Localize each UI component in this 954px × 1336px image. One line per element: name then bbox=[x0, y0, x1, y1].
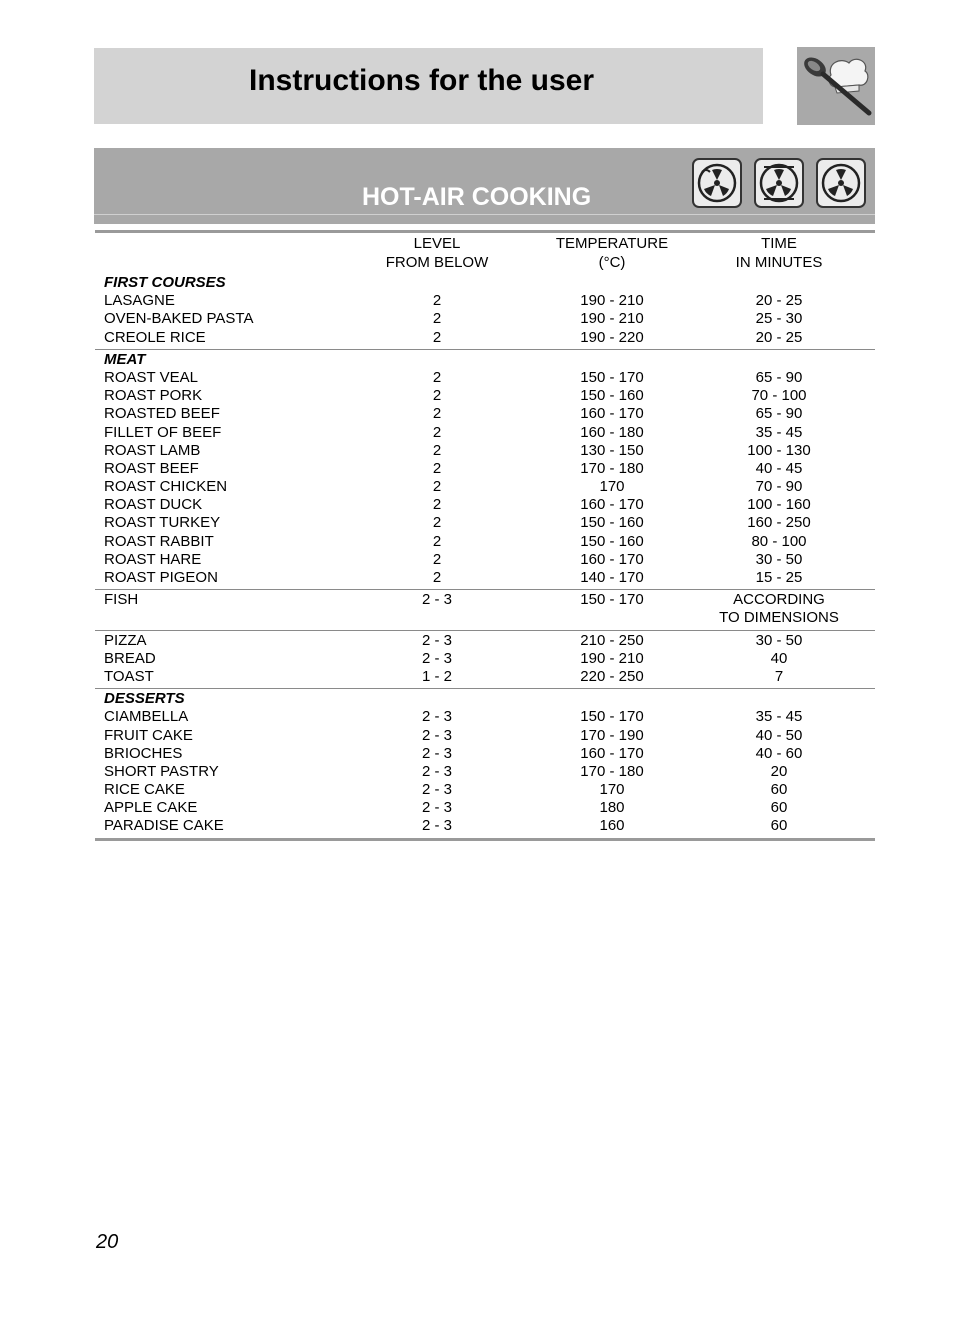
temperature: 150 - 170 bbox=[580, 591, 644, 609]
table-row bbox=[95, 799, 875, 817]
temperature: 220 - 250 bbox=[580, 667, 644, 685]
dish-name: ROASTED BEEF bbox=[104, 405, 220, 423]
shelf-level: 2 - 3 bbox=[421, 708, 452, 726]
table-row bbox=[95, 387, 875, 405]
table-body bbox=[95, 274, 875, 838]
table-row bbox=[95, 460, 875, 478]
shelf-level: 2 - 3 bbox=[421, 762, 452, 780]
temperature: 170 - 180 bbox=[580, 459, 644, 477]
temperature: 190 - 210 bbox=[580, 310, 644, 328]
category-row bbox=[95, 274, 875, 292]
table-row bbox=[95, 329, 875, 347]
cooking-time: 30 - 50 bbox=[755, 631, 803, 649]
section-band bbox=[94, 148, 875, 224]
dish-name: ROAST VEAL bbox=[104, 368, 198, 386]
dish-name: ROAST DUCK bbox=[104, 496, 203, 514]
header-temperature: TEMPERATURE bbox=[555, 235, 669, 252]
category-label: DESSERTS bbox=[104, 690, 185, 708]
shelf-level: 2 - 3 bbox=[421, 591, 452, 609]
shelf-level: 2 bbox=[432, 550, 442, 568]
cooking-time: 25 - 30 bbox=[755, 310, 803, 328]
shelf-level: 2 bbox=[432, 387, 442, 405]
cooking-time: 80 - 100 bbox=[751, 532, 807, 550]
table-row bbox=[95, 533, 875, 551]
shelf-level: 2 bbox=[432, 532, 442, 550]
shelf-level: 2 - 3 bbox=[421, 726, 452, 744]
header-time: TIME bbox=[761, 235, 797, 252]
table-row bbox=[95, 292, 875, 310]
temperature: 190 - 210 bbox=[580, 292, 644, 310]
shelf-level: 2 bbox=[432, 441, 442, 459]
dish-name: SHORT PASTRY bbox=[104, 762, 219, 780]
cooking-time: 40 - 60 bbox=[755, 744, 803, 762]
category-row bbox=[95, 351, 875, 369]
cooking-time: 20 - 25 bbox=[755, 292, 803, 310]
table-row bbox=[95, 310, 875, 328]
cooking-time: 40 - 45 bbox=[755, 459, 803, 477]
cooking-time: 35 - 45 bbox=[755, 708, 803, 726]
cooking-time: 7 bbox=[774, 667, 784, 685]
table-row bbox=[95, 708, 875, 726]
category-row bbox=[95, 690, 875, 708]
category-label: MEAT bbox=[104, 350, 146, 368]
temperature: 210 - 250 bbox=[580, 631, 644, 649]
dish-name: LASAGNE bbox=[104, 292, 175, 310]
table-row bbox=[95, 817, 875, 835]
table-row bbox=[95, 369, 875, 387]
fan-oven-mode-2-icon bbox=[754, 158, 804, 208]
table-row bbox=[95, 514, 875, 532]
fan-oven-mode-1-icon bbox=[692, 158, 742, 208]
table-row bbox=[95, 763, 875, 781]
table-row bbox=[95, 478, 875, 496]
temperature: 150 - 170 bbox=[580, 368, 644, 386]
cooking-time: 65 - 90 bbox=[755, 405, 803, 423]
cooking-time: 100 - 160 bbox=[747, 496, 811, 514]
temperature: 160 - 170 bbox=[580, 550, 644, 568]
temperature: 160 - 180 bbox=[580, 423, 644, 441]
spoon-chef-hat-icon bbox=[797, 47, 875, 125]
cooking-time: 60 bbox=[770, 781, 788, 799]
cooking-time: 70 - 100 bbox=[751, 387, 807, 405]
temperature: 160 - 170 bbox=[580, 496, 644, 514]
cooking-time: 160 - 250 bbox=[747, 514, 811, 532]
cooking-time: 20 bbox=[770, 762, 788, 780]
shelf-level: 2 bbox=[432, 478, 442, 496]
header-level-sub: FROM BELOW bbox=[385, 253, 489, 271]
cooking-time: 60 bbox=[770, 817, 788, 835]
dish-name: PIZZA bbox=[104, 631, 147, 649]
shelf-level: 2 - 3 bbox=[421, 817, 452, 835]
cooking-time: 100 - 130 bbox=[747, 441, 811, 459]
temperature: 170 bbox=[599, 781, 625, 799]
header-level: LEVEL bbox=[413, 235, 461, 252]
dish-name: FILLET OF BEEF bbox=[104, 423, 222, 441]
table-row bbox=[95, 745, 875, 763]
dish-name: PARADISE CAKE bbox=[104, 817, 224, 835]
temperature: 170 bbox=[599, 478, 625, 496]
table-header-row bbox=[95, 254, 875, 273]
table-bottom-rule bbox=[95, 838, 875, 841]
table-row bbox=[95, 781, 875, 799]
temperature: 150 - 160 bbox=[580, 514, 644, 532]
cooking-time: 40 bbox=[770, 649, 788, 667]
shelf-level: 2 bbox=[432, 328, 442, 346]
cooking-time: ACCORDING bbox=[733, 591, 825, 609]
shelf-level: 2 bbox=[432, 423, 442, 441]
dish-name: CREOLE RICE bbox=[104, 328, 206, 346]
dish-name: FISH bbox=[104, 591, 139, 609]
cooking-time: 60 bbox=[770, 799, 788, 817]
dish-name: ROAST PORK bbox=[104, 387, 203, 405]
table-row bbox=[95, 424, 875, 442]
temperature: 170 - 180 bbox=[580, 762, 644, 780]
page-number: 20 bbox=[96, 1231, 119, 1253]
shelf-level: 2 bbox=[432, 292, 442, 310]
dish-name: ROAST PIGEON bbox=[104, 569, 218, 586]
temperature: 150 - 160 bbox=[580, 532, 644, 550]
table-row bbox=[95, 668, 875, 686]
shelf-level: 2 bbox=[432, 405, 442, 423]
shelf-level: 2 - 3 bbox=[421, 781, 452, 799]
cooking-time: 70 - 90 bbox=[755, 478, 803, 496]
cooking-time: 30 - 50 bbox=[755, 550, 803, 568]
table-row bbox=[95, 727, 875, 745]
cooking-time: 65 - 90 bbox=[755, 368, 803, 386]
cooking-time: 15 - 25 bbox=[755, 569, 803, 586]
category-label: FIRST COURSES bbox=[104, 274, 226, 291]
dish-name: APPLE CAKE bbox=[104, 799, 198, 817]
shelf-level: 2 bbox=[432, 459, 442, 477]
temperature: 160 - 170 bbox=[580, 405, 644, 423]
dish-name: ROAST LAMB bbox=[104, 441, 201, 459]
table-row bbox=[95, 405, 875, 423]
temperature: 190 - 220 bbox=[580, 328, 644, 346]
table-row bbox=[95, 569, 875, 587]
temperature: 160 bbox=[599, 817, 625, 835]
temperature: 140 - 170 bbox=[580, 569, 644, 586]
shelf-level: 2 bbox=[432, 496, 442, 514]
table-row bbox=[95, 632, 875, 650]
header-time-sub: IN MINUTES bbox=[735, 253, 823, 271]
table-header-row bbox=[95, 235, 875, 254]
temperature: 150 - 160 bbox=[580, 387, 644, 405]
cooking-time: 40 - 50 bbox=[755, 726, 803, 744]
shelf-level: 2 - 3 bbox=[421, 744, 452, 762]
header-temperature-sub: (°C) bbox=[598, 253, 626, 271]
dish-name: BREAD bbox=[104, 649, 156, 667]
dish-name: ROAST CHICKEN bbox=[104, 478, 228, 496]
cooking-time: 20 - 25 bbox=[755, 328, 803, 346]
band-divider bbox=[94, 214, 875, 215]
shelf-level: 1 - 2 bbox=[421, 667, 452, 685]
shelf-level: 2 bbox=[432, 514, 442, 532]
cooking-time: TO DIMENSIONS bbox=[719, 609, 839, 627]
dish-name: OVEN-BAKED PASTA bbox=[104, 310, 254, 328]
dish-name: ROAST RABBIT bbox=[104, 532, 214, 550]
shelf-level: 2 bbox=[432, 368, 442, 386]
shelf-level: 2 - 3 bbox=[421, 799, 452, 817]
cooking-time: 35 - 45 bbox=[755, 423, 803, 441]
temperature: 150 - 170 bbox=[580, 708, 644, 726]
temperature: 190 - 210 bbox=[580, 649, 644, 667]
dish-name: ROAST HARE bbox=[104, 550, 202, 568]
section-title: HOT-AIR COOKING bbox=[362, 183, 592, 211]
temperature: 170 - 190 bbox=[580, 726, 644, 744]
page-title: Instructions for the user bbox=[249, 64, 595, 97]
cooking-table bbox=[95, 230, 875, 841]
dish-name: ROAST TURKEY bbox=[104, 514, 221, 532]
table-row bbox=[95, 442, 875, 460]
table-row bbox=[95, 591, 875, 609]
table-row bbox=[95, 496, 875, 514]
shelf-level: 2 - 3 bbox=[421, 631, 452, 649]
table-row bbox=[95, 650, 875, 668]
header-bar bbox=[94, 48, 763, 124]
dish-name: FRUIT CAKE bbox=[104, 726, 193, 744]
temperature: 180 bbox=[599, 799, 625, 817]
dish-name: RICE CAKE bbox=[104, 781, 185, 799]
table-row bbox=[95, 609, 875, 627]
temperature: 130 - 150 bbox=[580, 441, 644, 459]
dish-name: TOAST bbox=[104, 667, 154, 685]
dish-name: CIAMBELLA bbox=[104, 708, 189, 726]
shelf-level: 2 bbox=[432, 569, 442, 586]
table-row bbox=[95, 551, 875, 569]
shelf-level: 2 - 3 bbox=[421, 649, 452, 667]
fan-oven-mode-3-icon bbox=[816, 158, 866, 208]
temperature: 160 - 170 bbox=[580, 744, 644, 762]
dish-name: ROAST BEEF bbox=[104, 459, 199, 477]
shelf-level: 2 bbox=[432, 310, 442, 328]
dish-name: BRIOCHES bbox=[104, 744, 183, 762]
